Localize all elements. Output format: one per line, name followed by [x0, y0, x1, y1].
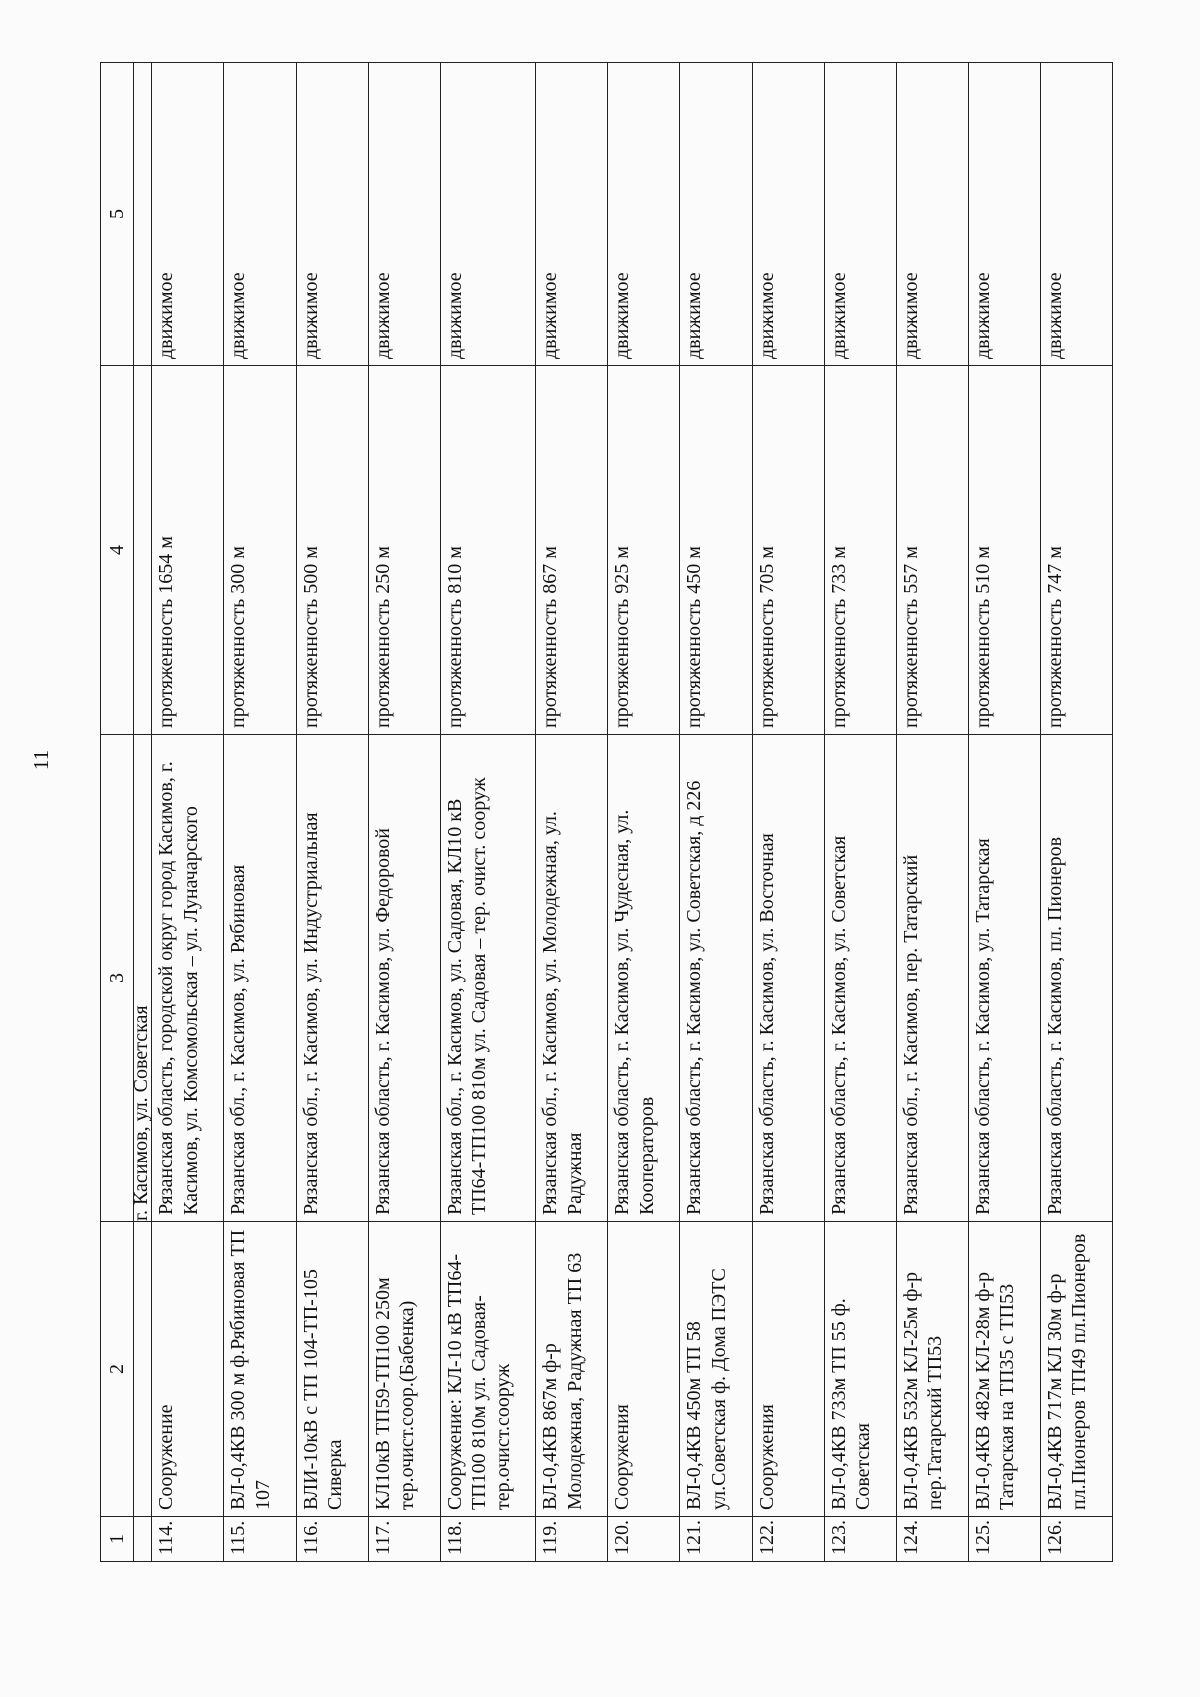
property-type: движимое	[536, 63, 608, 366]
property-table	[100, 62, 1113, 1562]
column-header-5: 5	[101, 63, 134, 366]
object-address: Рязанская область, г. Касимов, ул. Советская	[824, 735, 896, 1222]
object-length: протяженность 810 м	[440, 366, 536, 735]
object-name: ВЛИ-10кВ с ТП 104-ТП-105 Сиверка	[296, 1222, 368, 1517]
row-number: 124.	[896, 1517, 968, 1562]
table-row	[896, 63, 968, 1562]
object-length: протяженность 867 м	[536, 366, 608, 735]
column-header-4: 4	[101, 366, 134, 735]
object-length: протяженность 733 м	[824, 366, 896, 735]
property-type: движимое	[296, 63, 368, 366]
property-type: движимое	[968, 63, 1040, 366]
property-type: движимое	[752, 63, 824, 366]
column-header-3: 3	[101, 735, 134, 1222]
property-type: движимое	[1040, 63, 1112, 366]
property-type: движимое	[440, 63, 536, 366]
row-number: 117.	[368, 1517, 440, 1562]
table-row	[752, 63, 824, 1562]
object-name: ВЛ-0,4КВ 482м КЛ-28м ф-р Татарская на ТП35 с ТП53	[968, 1222, 1040, 1517]
object-name: ВЛ-0,4КВ 300 м ф.Рябиновая ТП 107	[224, 1222, 296, 1517]
object-address: Рязанская обл., г. Касимов, ул. Молодежная, ул. Радужная	[536, 735, 608, 1222]
row-number: 126.	[1040, 1517, 1112, 1562]
continuation-address: г. Касимов, ул. Советская	[134, 735, 152, 1222]
table-row	[152, 63, 224, 1562]
row-number: 123.	[824, 1517, 896, 1562]
property-type: движимое	[608, 63, 680, 366]
row-number: 116.	[296, 1517, 368, 1562]
table-row	[296, 63, 368, 1562]
object-length: протяженность 705 м	[752, 366, 824, 735]
object-length: протяженность 1654 м	[152, 366, 224, 735]
object-length: протяженность 500 м	[296, 366, 368, 735]
object-length: протяженность 450 м	[680, 366, 752, 735]
table-row	[680, 63, 752, 1562]
table-row	[968, 63, 1040, 1562]
property-type: движимое	[896, 63, 968, 366]
table-row	[824, 63, 896, 1562]
row-number: 122.	[752, 1517, 824, 1562]
row-number: 115.	[224, 1517, 296, 1562]
property-table-container	[100, 62, 1113, 1562]
continuation-row	[134, 63, 152, 1562]
row-number: 114.	[152, 1517, 224, 1562]
object-name: Сооружение: КЛ-10 кВ ТП64-ТП100 810м ул. Садовая-тер.очист.сооруж	[440, 1222, 536, 1517]
object-length: протяженность 300 м	[224, 366, 296, 735]
property-type: движимое	[224, 63, 296, 366]
object-address: Рязанская обл., г. Касимов, ул. Рябиновая	[224, 735, 296, 1222]
property-type: движимое	[824, 63, 896, 366]
object-name: ВЛ-0,4КВ 717м КЛ 30м ф-р пл.Пионеров ТП49 пл.Пионеров	[1040, 1222, 1112, 1517]
object-address: Рязанская область, г. Касимов, ул. Федоровой	[368, 735, 440, 1222]
object-address: Рязанская обл., г. Касимов, ул. Садовая, КЛ10 кВ ТП64-ТП100 810м ул. Садовая – тер. очист. сооруж	[440, 735, 536, 1222]
object-address: Рязанская область, г. Касимов, ул. Восточная	[752, 735, 824, 1222]
column-header-2: 2	[101, 1222, 134, 1517]
property-type: движимое	[680, 63, 752, 366]
table-header-row	[101, 63, 134, 1562]
object-name: ВЛ-0,4КВ 450м ТП 58 ул.Советская ф. Дома ПЭТС	[680, 1222, 752, 1517]
object-length: протяженность 250 м	[368, 366, 440, 735]
table-row	[224, 63, 296, 1562]
table-row	[608, 63, 680, 1562]
object-name: ВЛ-0,4КВ 733м ТП 55 ф. Советская	[824, 1222, 896, 1517]
object-length: протяженность 747 м	[1040, 366, 1112, 735]
object-length: протяженность 510 м	[968, 366, 1040, 735]
object-name: КЛ10кВ ТП59-ТП100 250м тер.очист.соор.(Бабенка)	[368, 1222, 440, 1517]
table-row	[440, 63, 536, 1562]
row-number: 121.	[680, 1517, 752, 1562]
object-name: ВЛ-0,4КВ 867м ф-р Молодежная, Радужная ТП 63	[536, 1222, 608, 1517]
object-address: Рязанская область, г. Касимов, ул. Чудесная, ул. Кооператоров	[608, 735, 680, 1222]
row-number: 118.	[440, 1517, 536, 1562]
table-row	[536, 63, 608, 1562]
object-name: ВЛ-0,4КВ 532м КЛ-25м ф-р пер.Татарский ТП53	[896, 1222, 968, 1517]
object-name: Сооружение	[152, 1222, 224, 1517]
table-cell	[134, 366, 152, 735]
row-number: 119.	[536, 1517, 608, 1562]
object-address: Рязанская область, г. Касимов, пл. Пионеров	[1040, 735, 1112, 1222]
row-number: 120.	[608, 1517, 680, 1562]
table-row	[368, 63, 440, 1562]
column-header-1: 1	[101, 1517, 134, 1562]
page-number: 11	[29, 749, 53, 771]
object-address: Рязанская обл., г. Касимов, пер. Татарский	[896, 735, 968, 1222]
object-address: Рязанская область, г. Касимов, ул. Советская, д 226	[680, 735, 752, 1222]
row-number: 125.	[968, 1517, 1040, 1562]
object-name: Сооружения	[608, 1222, 680, 1517]
table-cell	[134, 1517, 152, 1562]
object-name: Сооружения	[752, 1222, 824, 1517]
object-address: Рязанская область, городской округ город Касимов, г. Касимов, ул. Комсомольская – ул. Луначарского	[152, 735, 224, 1222]
object-address: Рязанская область, г. Касимов, ул. Татарская	[968, 735, 1040, 1222]
table-row	[1040, 63, 1112, 1562]
property-type: движимое	[152, 63, 224, 366]
object-length: протяженность 925 м	[608, 366, 680, 735]
table-cell	[134, 63, 152, 366]
object-address: Рязанская обл., г. Касимов, ул. Индустриальная	[296, 735, 368, 1222]
table-cell	[134, 1222, 152, 1517]
property-type: движимое	[368, 63, 440, 366]
object-length: протяженность 557 м	[896, 366, 968, 735]
